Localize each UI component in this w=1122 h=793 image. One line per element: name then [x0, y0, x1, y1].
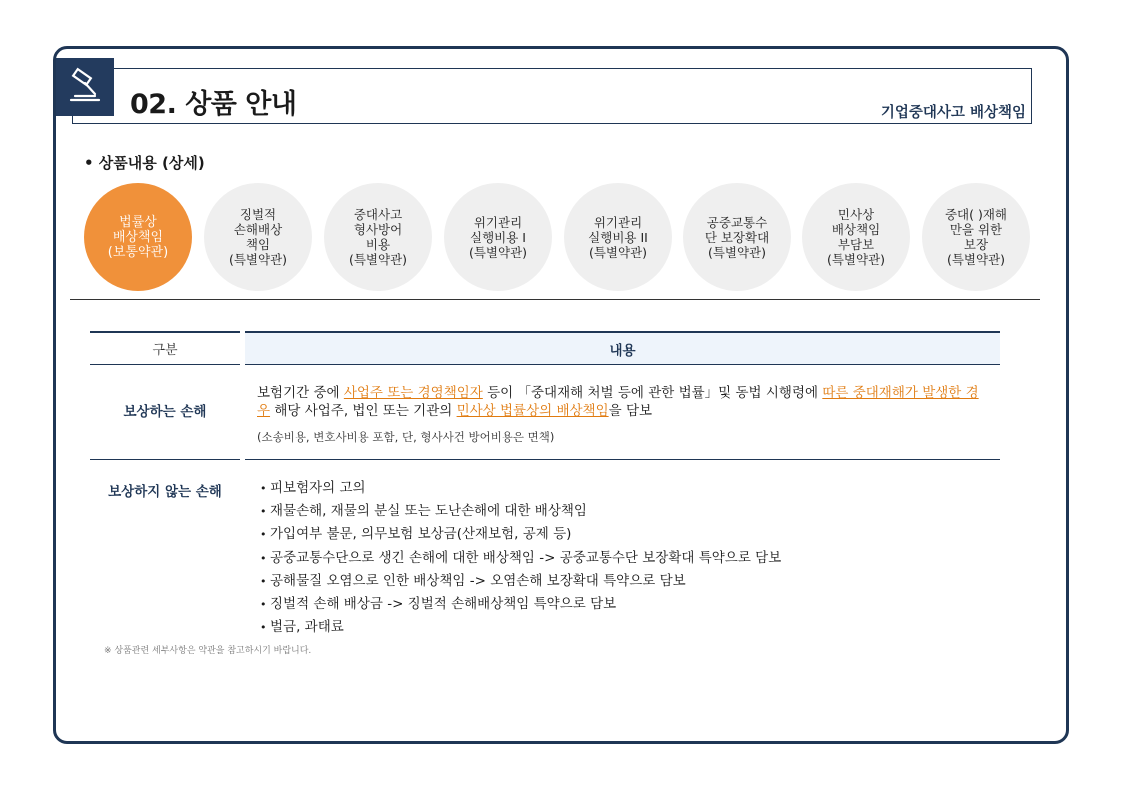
list-item: • 재물손해, 재물의 분실 또는 도난손해에 대한 배상책임 [260, 500, 781, 523]
product-circle[interactable]: 법률상 배상책임 (보통약관) [84, 183, 192, 291]
section-title: • 상품내용 (상세) [84, 154, 205, 172]
product-circle[interactable]: 징벌적 손해배상 책임 (특별약관) [204, 183, 312, 291]
product-circles [84, 183, 1044, 293]
highlight-text: 따른 중대재해가 발생한 경우 [257, 385, 979, 419]
list-item: • 공해물질 오염으로 인한 배상책임 -> 오염손해 보장확대 특약으로 담보 [260, 570, 781, 593]
product-circle[interactable]: 위기관리 실행비용 I (특별약관) [444, 183, 552, 291]
table-header-content: 내용 [245, 331, 1000, 365]
excluded-loss-label: 보상하지 않는 손해 [108, 484, 222, 500]
covered-loss-text: 보험기간 중에 사업주 또는 경영책임자 등이 「중대재해 처벌 등에 관한 법률」및 동법 시행령에 따른 중대재해가 발생한 경우 해당 사업주, 법인 또는 기관의 민사상 법률상의 배상책임을 담보 [257, 385, 979, 419]
highlight-text: 민사상 법률상의 배상책임 [456, 403, 609, 419]
product-circle[interactable]: 위기관리 실행비용 II (특별약관) [564, 183, 672, 291]
product-circle[interactable]: 민사상 배상책임 부담보 (특별약관) [802, 183, 910, 291]
page-title: 02. 상품 안내 [130, 89, 297, 120]
row-divider [245, 459, 1000, 460]
footnote: ※ 상품관련 세부사항은 약관을 참고하시기 바랍니다. [104, 646, 312, 656]
page-subtitle: 기업중대사고 배상책임 [880, 105, 1026, 121]
highlight-text: 사업주 또는 경영책임자 [343, 385, 483, 401]
list-item: • 피보험자의 고의 [260, 477, 781, 500]
section-divider [70, 299, 1040, 300]
covered-loss-note: (소송비용, 변호사비용 포함, 단, 형사사건 방어비용은 면책) [257, 430, 555, 444]
list-item: • 가입여부 불문, 의무보험 보상금(산재보험, 공제 등) [260, 523, 781, 546]
list-item: • 징벌적 손해 배상금 -> 징벌적 손해배상책임 특약으로 담보 [260, 593, 781, 616]
product-circle[interactable]: 공중교통수 단 보장확대 (특별약관) [683, 183, 791, 291]
gavel-icon [56, 58, 114, 116]
list-item: • 공중교통수단으로 생긴 손해에 대한 배상책임 -> 공중교통수단 보장확대 특약으로 담보 [260, 547, 781, 570]
row-divider [90, 459, 240, 460]
covered-loss-label: 보상하는 손해 [123, 404, 207, 420]
list-item: • 벌금, 과태료 [260, 616, 781, 639]
table-header-category: 구분 [90, 331, 240, 365]
excluded-loss-list [260, 477, 781, 639]
product-circle[interactable]: 중대사고 형사방어 비용 (특별약관) [324, 183, 432, 291]
product-circle[interactable]: 중대( )재해 만을 위한 보장 (특별약관) [922, 183, 1030, 291]
